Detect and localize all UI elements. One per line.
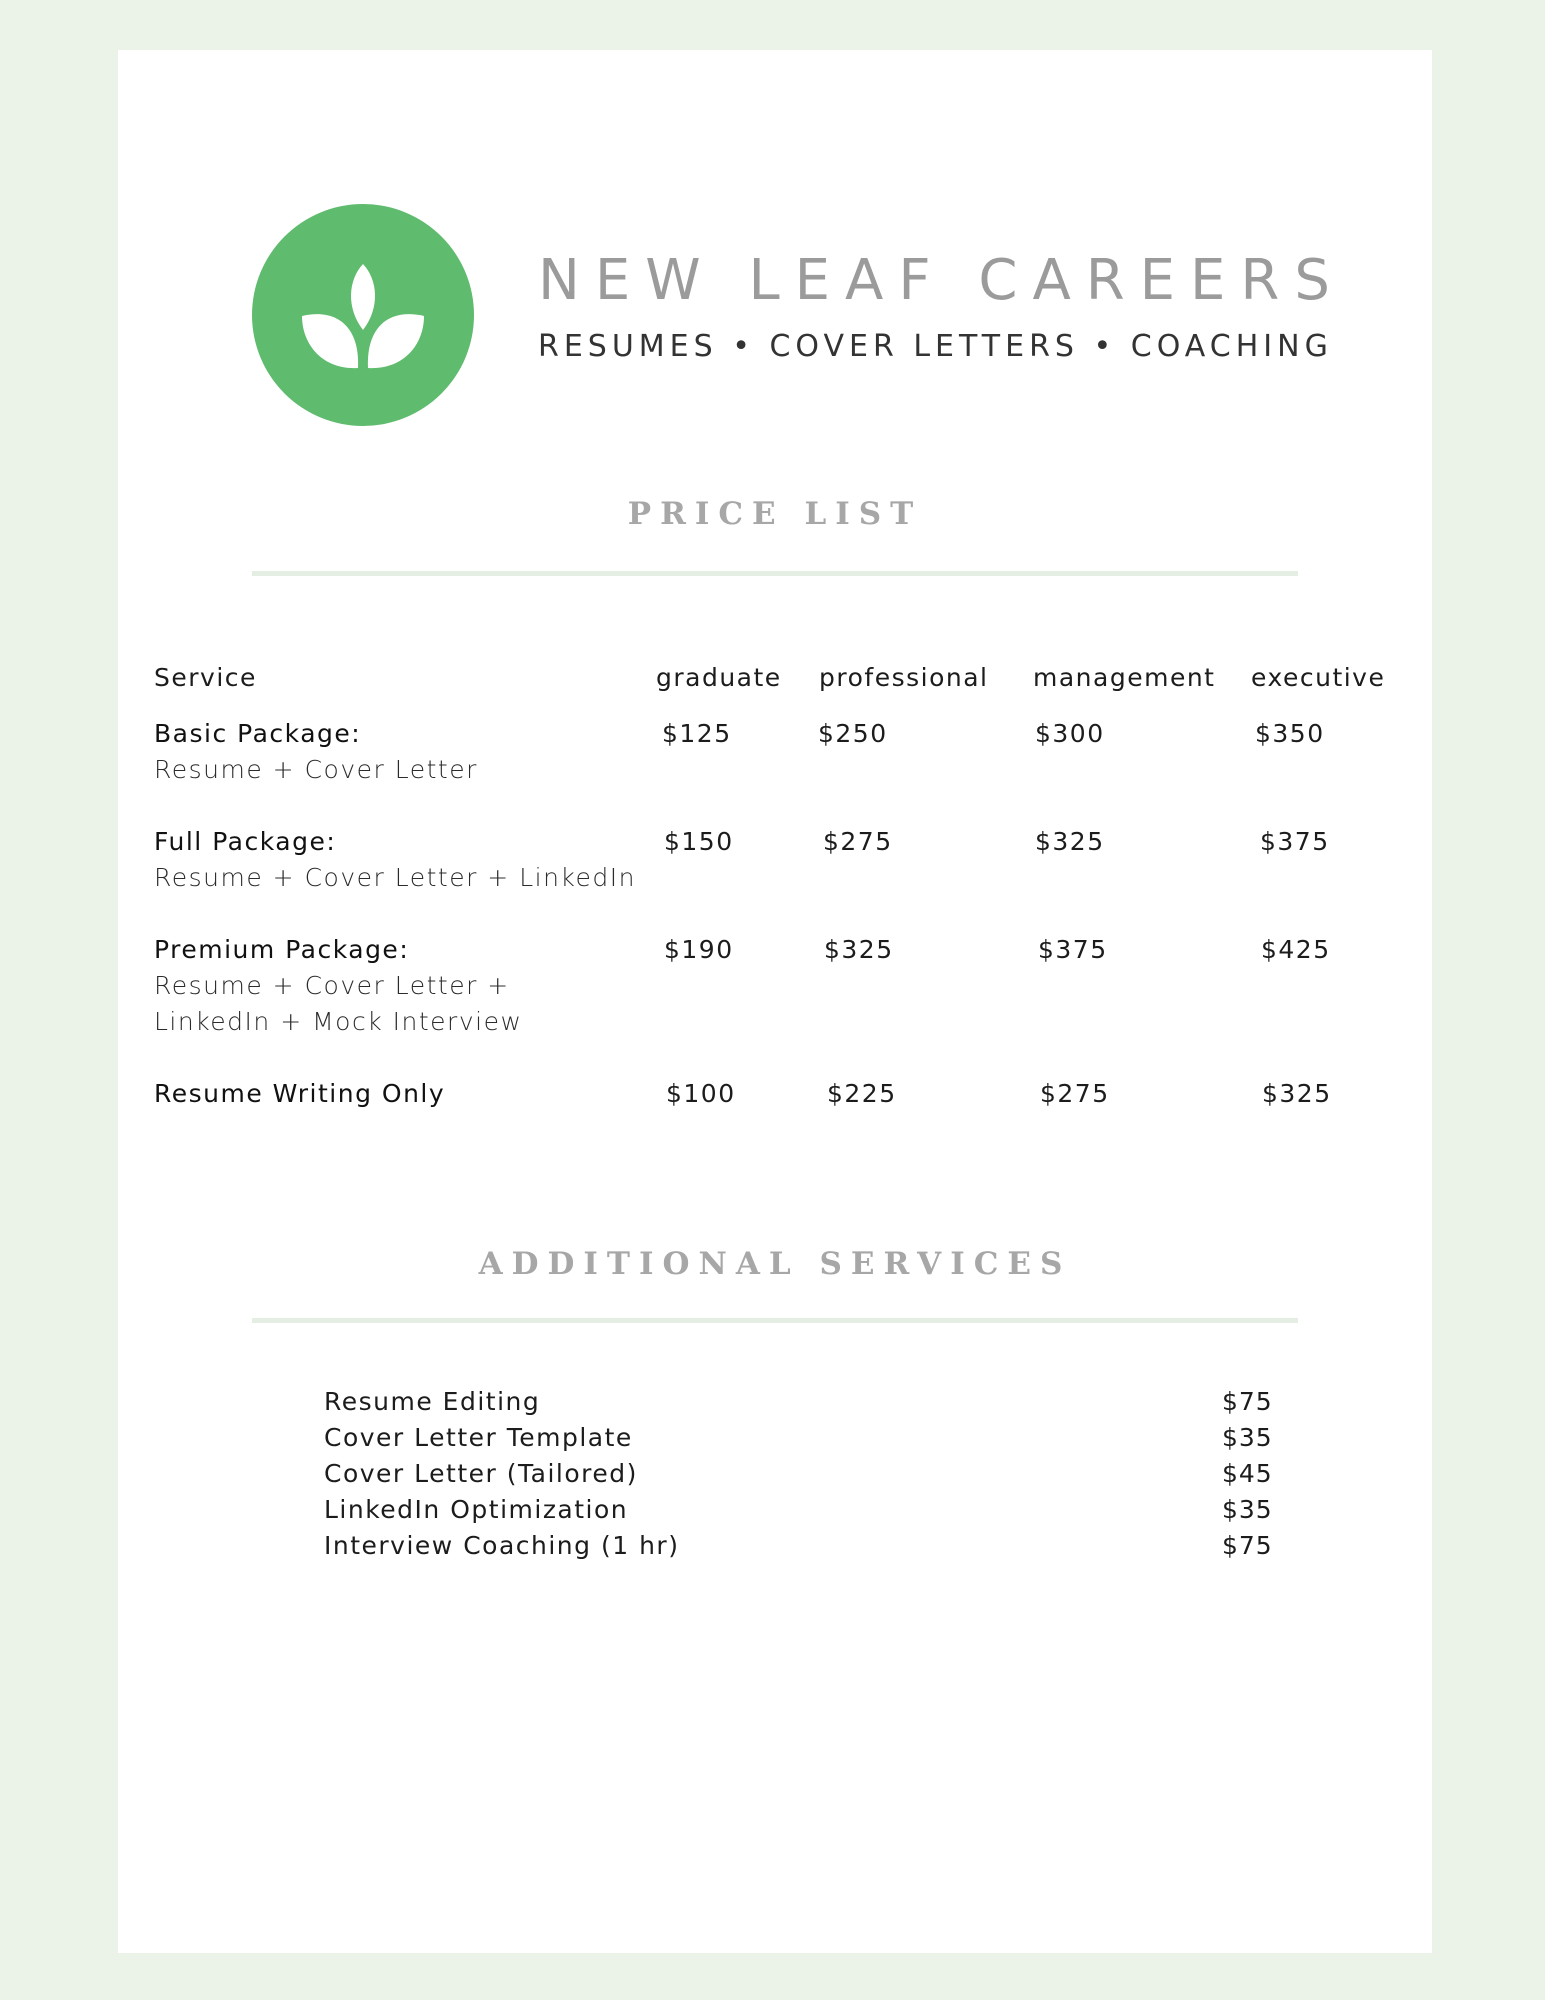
brand-name: NEW LEAF CAREERS — [538, 248, 1345, 313]
price-executive: $425 — [1261, 935, 1331, 964]
addon-price: $35 — [1222, 1423, 1273, 1452]
price-list-title: PRICE LIST — [627, 496, 923, 532]
addon-name: Interview Coaching (1 hr) — [324, 1531, 680, 1560]
price-management: $275 — [1040, 1079, 1110, 1108]
addon-name: LinkedIn Optimization — [324, 1495, 629, 1524]
price-graduate: $125 — [662, 719, 732, 748]
logo — [252, 204, 474, 426]
addon-price: $45 — [1222, 1459, 1273, 1488]
price-graduate: $150 — [664, 827, 734, 856]
column-header-professional: professional — [819, 663, 989, 692]
divider — [252, 571, 1298, 576]
service-description: Resume + Cover Letter + LinkedIn — [154, 863, 636, 892]
leaf-icon — [252, 204, 474, 426]
price-list-page — [118, 50, 1432, 1953]
price-graduate: $190 — [664, 935, 734, 964]
divider — [252, 1318, 1298, 1323]
price-management: $375 — [1038, 935, 1108, 964]
service-description: Resume + Cover Letter — [154, 755, 478, 784]
additional-services-title: ADDITIONAL SERVICES — [478, 1246, 1072, 1282]
brand-tagline: RESUMES • COVER LETTERS • COACHING — [538, 329, 1333, 364]
addon-price: $75 — [1222, 1387, 1273, 1416]
price-professional: $250 — [818, 719, 888, 748]
price-executive: $350 — [1255, 719, 1325, 748]
column-header-management: management — [1033, 663, 1216, 692]
service-name: Full Package: — [154, 827, 337, 856]
price-professional: $325 — [824, 935, 894, 964]
addon-name: Cover Letter Template — [324, 1423, 633, 1452]
service-description: LinkedIn + Mock Interview — [154, 1007, 523, 1036]
addon-name: Resume Editing — [324, 1387, 541, 1416]
column-header-executive: executive — [1251, 663, 1386, 692]
service-name: Premium Package: — [154, 935, 410, 964]
service-name: Resume Writing Only — [154, 1079, 446, 1108]
addon-price: $35 — [1222, 1495, 1273, 1524]
price-executive: $325 — [1262, 1079, 1332, 1108]
price-professional: $275 — [823, 827, 893, 856]
price-management: $325 — [1035, 827, 1105, 856]
column-header-graduate: graduate — [656, 663, 782, 692]
price-executive: $375 — [1260, 827, 1330, 856]
price-graduate: $100 — [666, 1079, 736, 1108]
service-name: Basic Package: — [154, 719, 362, 748]
service-description: Resume + Cover Letter + — [154, 971, 510, 1000]
addon-name: Cover Letter (Tailored) — [324, 1459, 638, 1488]
price-management: $300 — [1035, 719, 1105, 748]
price-professional: $225 — [827, 1079, 897, 1108]
column-header-service: Service — [154, 663, 257, 692]
addon-price: $75 — [1222, 1531, 1273, 1560]
